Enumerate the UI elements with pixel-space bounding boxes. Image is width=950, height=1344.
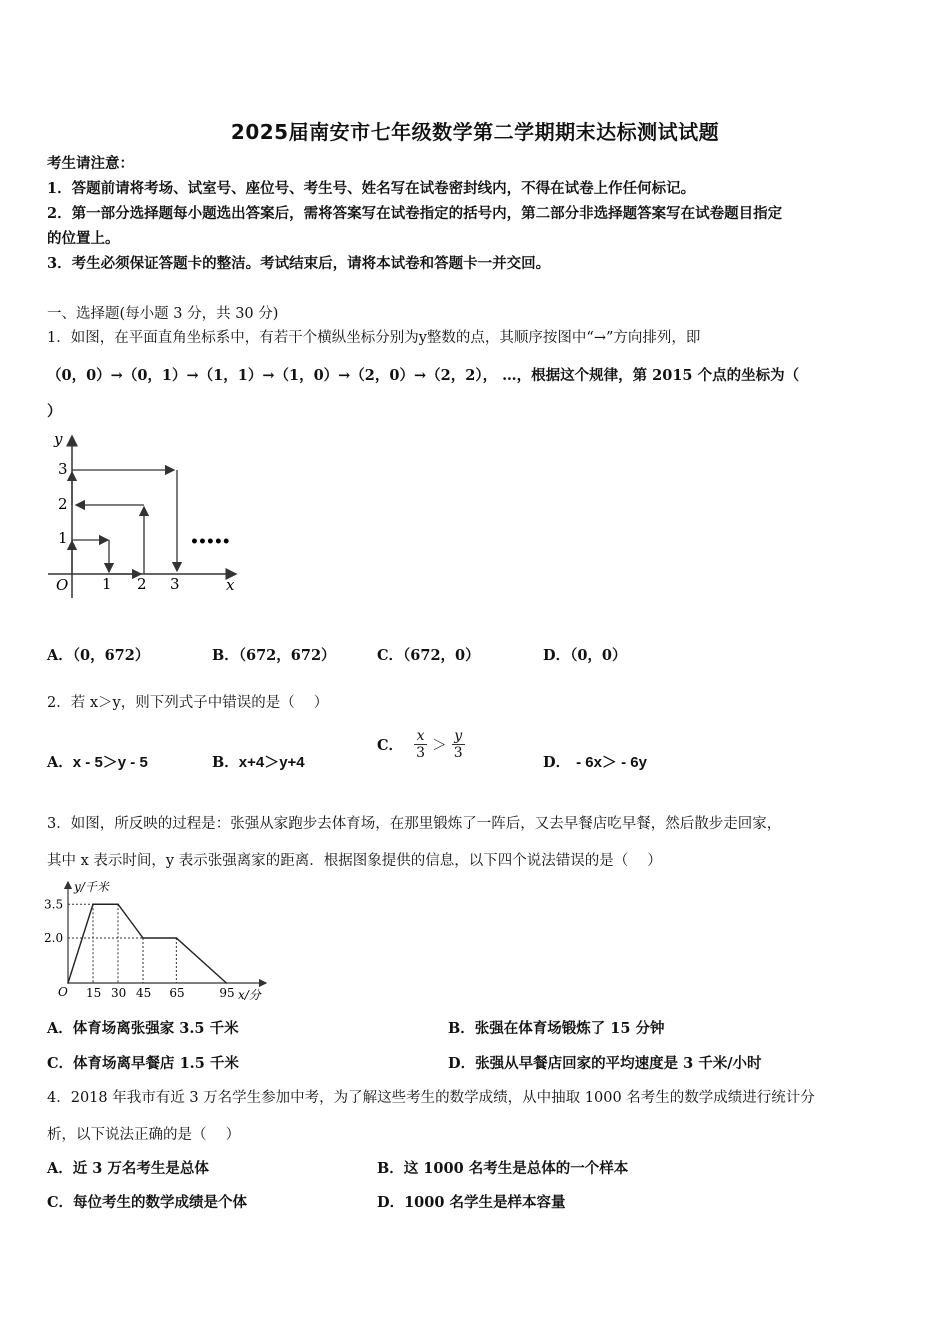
q3-y-label: y/千米 (74, 880, 109, 894)
q1-option-a[interactable]: A．（0，672） (47, 647, 150, 664)
q1-stem-line1: 1．如图，在平面直角坐标系中，有若干个横纵坐标分别为y整数的点，其顺序按图中“→”方向排列，即 (47, 330, 701, 346)
q2-option-d-text: - 6x＞ - 6y (576, 754, 647, 771)
q3-xtick-label: 95 (219, 986, 235, 1000)
q2-option-a[interactable] (47, 751, 148, 772)
q1-option-b[interactable]: B．（672，672） (212, 647, 336, 664)
q1-option-c[interactable]: C．（672，0） (377, 647, 480, 664)
q3-origin: O (58, 985, 68, 999)
q2-fraction-x3: $\frac{x}{3}$ (416, 728, 426, 761)
q2-option-c-op: ＞ (432, 738, 447, 754)
q3-ytick-label: 3.5 (44, 897, 64, 912)
q1-ytick: 3 (58, 460, 68, 478)
q2-option-d[interactable] (543, 751, 647, 772)
q2-option-a-text: x - 5＞y - 5 (72, 754, 148, 771)
q2-option-d-prefix: D． (543, 754, 571, 771)
notice-item-2: 2．第一部分选择题每小题选出答案后，需将答案写在试卷指定的括号内，第二部分非选择题答案写在试卷题目指定 (47, 205, 783, 222)
q3-xtick-label: 65 (169, 986, 185, 1000)
q1-stem-line2: （0，0）→（0，1）→（1，1）→（1，0）→（2，0）→（2，2）， …，根据这个规律，第 2015 个点的坐标为（ (47, 367, 800, 384)
q3-data-point (226, 982, 228, 984)
q2-option-c-prefix: C． (377, 737, 404, 754)
q2-option-b[interactable] (212, 751, 305, 772)
q4-option-a[interactable]: A．近 3 万名考生是总体 (47, 1160, 209, 1177)
q3-xtick-label: 15 (86, 986, 102, 1000)
q1-xtick: 3 (170, 575, 180, 593)
q1-ellipsis: ••••• (190, 534, 230, 550)
section-heading: 一、选择题(每小题 3 分，共 30 分) (47, 306, 279, 322)
q3-option-b[interactable]: B．张强在体育场锻炼了 15 分钟 (448, 1020, 665, 1037)
q2-option-a-prefix: A． (47, 754, 73, 771)
q3-data-point (92, 903, 94, 905)
q3-ytick-label: 2.0 (44, 931, 64, 945)
q3-data-point (67, 982, 69, 984)
q1-ytick: 1 (58, 529, 68, 547)
q3-xtick-label: 45 (136, 986, 152, 1000)
q2-option-b-prefix: B． (212, 754, 239, 771)
q1-x-label: x (226, 576, 235, 594)
q4-stem-line2: 析，以下说法正确的是（ ） (47, 1127, 241, 1143)
q1-figure (40, 428, 250, 608)
q1-option-d[interactable]: D．（0，0） (543, 647, 627, 664)
notice-item-2-cont: 的位置上。 (47, 230, 120, 247)
q3-option-c[interactable]: C．体育场离早餐店 1.5 千米 (47, 1055, 239, 1072)
q1-xtick: 2 (137, 575, 147, 593)
q4-stem-line1: 4．2018 年我市有近 3 万名学生参加中考，为了解这些考生的数学成绩，从中抽取 1000 名考生的数学成绩进行统计分 (47, 1090, 815, 1106)
q3-chart (40, 876, 280, 1006)
q2-option-c[interactable] (377, 728, 465, 761)
q1-xtick: 1 (102, 575, 112, 593)
q3-data-point (176, 937, 178, 939)
q3-data-point (142, 937, 144, 939)
q3-data-point (117, 903, 119, 905)
notice-item-1: 1．答题前请将考场、试室号、座位号、考生号、姓名写在试卷密封线内，不得在试卷上作任何标记。 (47, 180, 696, 197)
q2-stem: 2．若 x＞y，则下列式子中错误的是（ ） (47, 695, 329, 711)
q1-origin: O (56, 576, 69, 594)
q3-stem-line2: 其中 x 表示时间，y 表示张强离家的距离．根据图象提供的信息，以下四个说法错误的是（ ） (47, 853, 662, 869)
page-title: 2025届南安市七年级数学第二学期期末达标测试试题 (230, 120, 720, 144)
q4-option-c[interactable]: C．每位考生的数学成绩是个体 (47, 1194, 248, 1211)
notice-heading: 考生请注意： (47, 155, 134, 172)
q1-stem-line3: ） (47, 403, 62, 420)
q3-xtick-label: 30 (111, 986, 127, 1000)
q3-x-label: x/分 (238, 988, 261, 1002)
q3-series-line (68, 904, 226, 983)
q3-stem-line1: 3．如图，所反映的过程是：张强从家跑步去体育场，在那里锻炼了一阵后，又去早餐店吃早餐，然后散步走回家， (47, 816, 782, 832)
q1-ytick: 2 (58, 495, 68, 513)
q1-y-label: y (54, 430, 63, 448)
notice-item-3: 3．考生必须保证答题卡的整洁。考试结束后，请将本试卷和答题卡一并交回。 (47, 255, 551, 272)
q2-fraction-y3: $\frac{y}{3}$ (453, 728, 463, 761)
q3-option-a[interactable]: A．体育场离张强家 3.5 千米 (47, 1020, 239, 1037)
q3-option-d[interactable]: D．张强从早餐店回家的平均速度是 3 千米/小时 (448, 1055, 762, 1072)
q4-option-b[interactable]: B．这 1000 名考生是总体的一个样本 (377, 1160, 629, 1177)
q2-option-b-text: x+4＞y+4 (238, 754, 305, 771)
q4-option-d[interactable]: D．1000 名学生是样本容量 (377, 1194, 566, 1211)
